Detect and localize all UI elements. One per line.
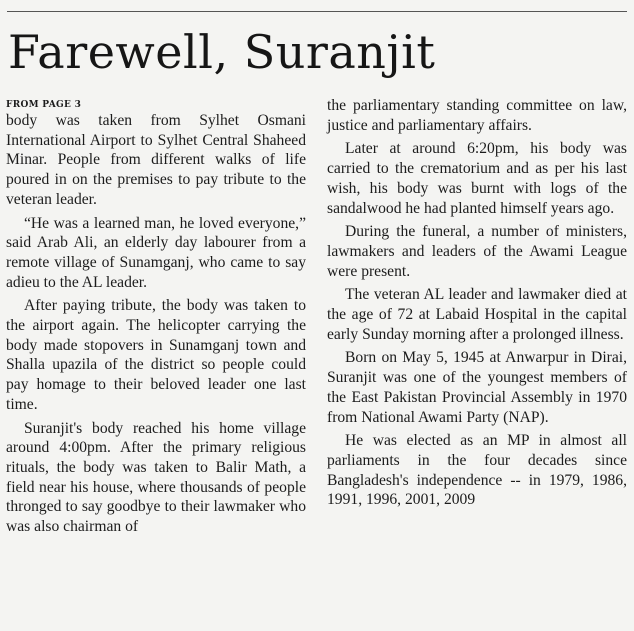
paragraph: “He was a learned man, he loved everyone,” said Arab Ali, an elderly day labourer from a remote village of Sunamganj, who came to say adieu to the AL leader. — [6, 214, 306, 291]
top-rule — [7, 11, 627, 12]
article-column-left — [6, 96, 306, 541]
paragraph: He was elected as an MP in almost all parliaments in the four decades since Bangladesh's independence -- in 1979, 1986, 1991, 1996, 2001, 2009 — [327, 432, 627, 509]
paragraph: the parliamentary standing committee on law, justice and parliamentary affairs. — [327, 97, 627, 134]
paragraph: The veteran AL leader and lawmaker died at the age of 72 at Labaid Hospital in the capital early Sunday morning after a prolonged illness. — [327, 286, 627, 343]
paragraph: Born on May 5, 1945 at Anwarpur in Dirai, Suranjit was one of the youngest members of the East Pakistan Provincial Assembly in 1970 from National Awami Party (NAP). — [327, 349, 627, 426]
paragraph: body was taken from Sylhet Osmani International Airport to Sylhet Central Shaheed Minar. People from different walks of life poured in on the premises to pay tribute to the veteran leader. — [6, 112, 306, 208]
headline: Farewell, Suranjit — [8, 25, 436, 79]
paragraph: During the funeral, a number of ministers, lawmakers and leaders of the Awami League were present. — [327, 223, 627, 280]
paragraph: After paying tribute, the body was taken to the airport again. The helicopter carrying the body made stopovers in Sunamganj town and Shalla upazila of the district so people could pay homage to their beloved leader one last time. — [6, 297, 306, 413]
paragraph: Suranjit's body reached his home village around 4:00pm. After the primary religious rituals, the body was taken to Balir Math, a field near his house, where thousands of people thronged to say goodbye to their lawmaker who was also chairman of — [6, 419, 306, 536]
paragraph: Later at around 6:20pm, his body was carried to the crematorium and as per his last wish, his body was burnt with logs of the sandalwood he had planted himself years ago. — [327, 140, 627, 217]
article-column-right — [327, 96, 627, 514]
jump-line: FROM PAGE 3 — [6, 100, 82, 110]
